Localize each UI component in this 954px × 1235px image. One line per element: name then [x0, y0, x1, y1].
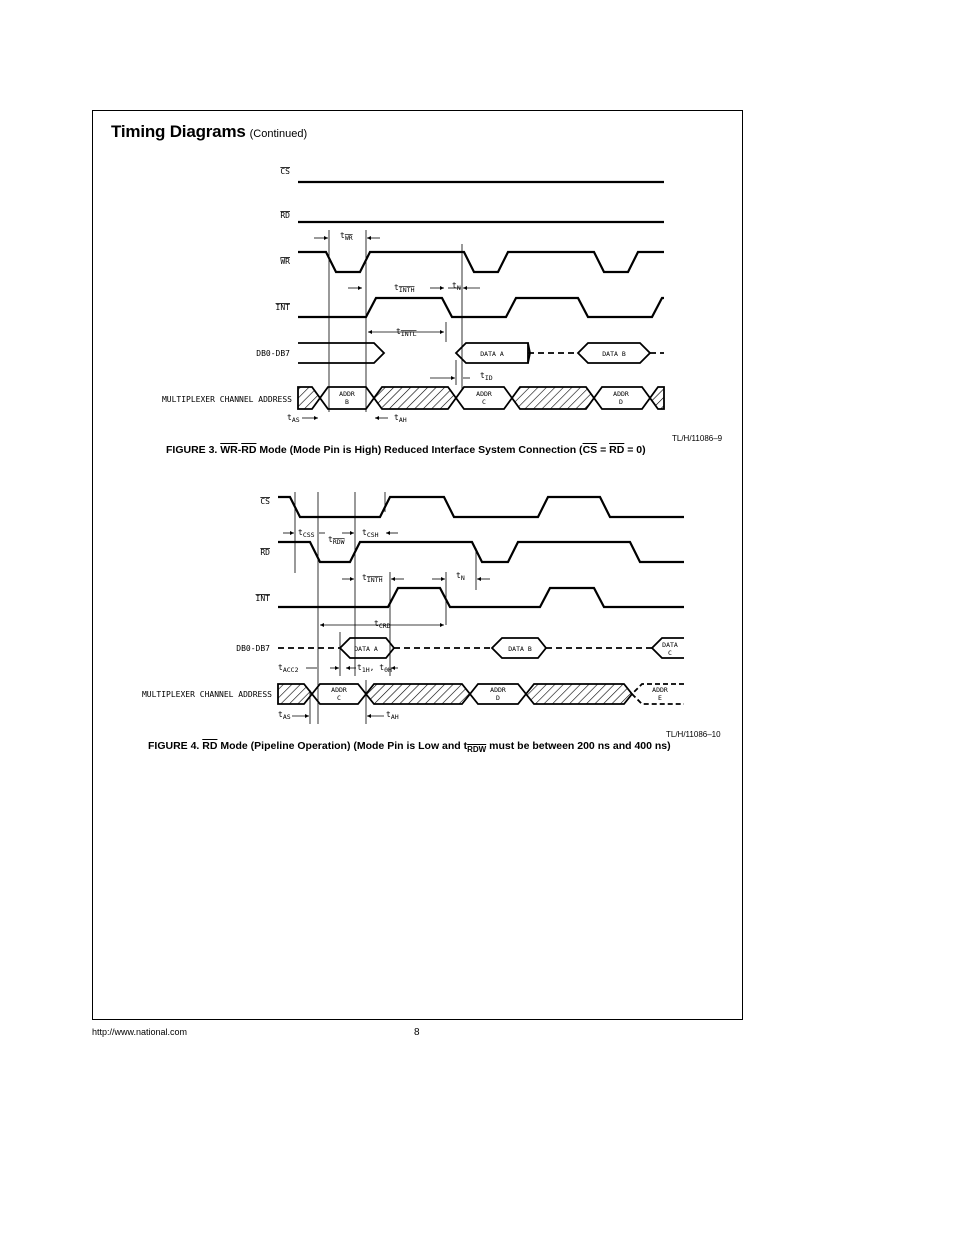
fig4-data-b: DATA B [508, 645, 532, 653]
heading-title: Timing Diagrams [111, 122, 246, 141]
fig3-t-id: $t_{ID}$ [480, 371, 493, 382]
fig3-addr-d-1: ADDR [613, 390, 629, 398]
fig4-addr-e-1: ADDR [652, 686, 668, 694]
fig3-data-a: DATA A [480, 350, 504, 358]
fig3-label-rd: RD [280, 211, 290, 220]
fig3-reference-lines [329, 230, 462, 412]
fig3-t-as: $t_{AS}$ [287, 413, 300, 424]
fig4-data-a: DATA A [354, 645, 378, 653]
fig4-t-n: $t_N$ [456, 571, 465, 582]
fig3-label-cs: CS [280, 167, 290, 176]
fig4-t-css: $t_{CSS}$ [298, 528, 315, 539]
fig3-label-db: DB0-DB7 [256, 349, 290, 358]
fig3-t-inth: $t_{INTH}$ [394, 283, 415, 294]
fig3-addr-b-1: ADDR [339, 390, 355, 398]
fig4-addr-c-2: C [337, 694, 341, 702]
fig3-addr-d-2: D [619, 398, 623, 406]
figure4-diagram [142, 492, 684, 724]
fig3-t-intl: $t_{INTL}$ [396, 327, 417, 338]
fig4-label-int: INT [255, 594, 270, 603]
fig3-wr-wave [298, 252, 664, 272]
fig4-t-rdw: $t_{RDW}$ [328, 535, 345, 546]
fig4-int-wave [278, 588, 684, 607]
fig3-addr-c-2: C [482, 398, 486, 406]
fig4-label-rd: RD [260, 548, 270, 557]
fig3-t-ah: $t_{AH}$ [394, 413, 407, 424]
heading-continued: (Continued) [249, 128, 308, 140]
fig4-t-1h-0h: $t_{1H}$, $t_{0H}$ [357, 663, 392, 674]
fig4-t-as: $t_{AS}$ [278, 710, 291, 721]
fig3-addr-b-2: B [345, 398, 349, 406]
fig4-data-c-1: DATA [662, 641, 678, 649]
fig4-addr-e-2: E [658, 694, 662, 702]
fig4-cs-wave [278, 497, 684, 517]
fig4-addr-c-1: ADDR [331, 686, 347, 694]
fig3-data-b: DATA B [602, 350, 626, 358]
fig4-t-acc2: $t_{ACC2}$ [278, 663, 299, 674]
fig3-ref-code: TL/H/11086–9 [672, 434, 723, 443]
fig3-t-wr: $t_{WR}$ [340, 231, 353, 242]
fig4-t-csh: $t_{CSH}$ [362, 528, 379, 539]
fig4-t-ah: $t_{AH}$ [386, 710, 399, 721]
fig3-label-int: INT [275, 303, 290, 312]
fig4-t-inth: $t_{INTH}$ [362, 573, 383, 584]
fig4-addr-d-2: D [496, 694, 500, 702]
figure3-diagram [162, 167, 664, 424]
fig4-caption: FIGURE 4. $\overline{RD}$ Mode (Pipeline Operation) (Mode Pin is Low and $t_{\overline{RDW}}$ must be between 200 ns and 400 ns) [148, 740, 671, 754]
fig3-t-n: $t_N$ [452, 281, 461, 292]
fig3-int-wave [298, 298, 664, 317]
fig4-db-bus [278, 638, 684, 658]
fig4-data-c-2: C [668, 649, 672, 657]
fig3-caption: FIGURE 3. $\overline{WR}-\overline{RD}$ Mode (Mode Pin is High) Reduced Interface System Connection $(\overline{CS} = \overline{RD} = 0)$ [166, 444, 646, 456]
footer-url[interactable]: http://www.national.com [92, 1027, 188, 1037]
fig4-t-crd: $t_{CRD}$ [374, 619, 391, 630]
fig4-ref-code: TL/H/11086–10 [666, 730, 721, 739]
fig4-addr-d-1: ADDR [490, 686, 506, 694]
fig4-label-cs: CS [260, 497, 270, 506]
fig4-label-db: DB0-DB7 [236, 644, 270, 653]
fig3-addr-c-1: ADDR [476, 390, 492, 398]
fig3-label-wr: WR [280, 257, 290, 266]
fig3-label-mux: MULTIPLEXER CHANNEL ADDRESS [161, 395, 292, 404]
footer-page-number: 8 [414, 1027, 420, 1038]
fig4-label-mux: MULTIPLEXER CHANNEL ADDRESS [141, 690, 272, 699]
